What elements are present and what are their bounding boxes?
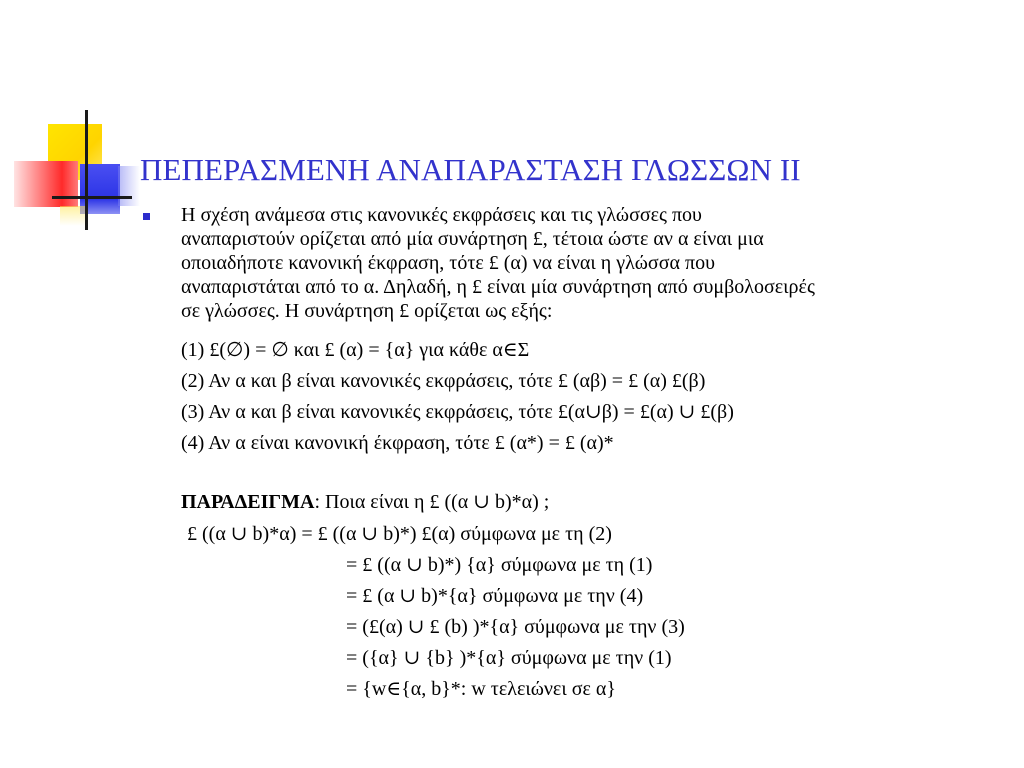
blue-fade-decoration bbox=[118, 166, 140, 206]
vertical-line-decoration bbox=[85, 110, 88, 230]
intro-line-3: οποιαδήποτε κανονική έκφραση, τότε £ (α) να είναι η γλώσσα που bbox=[181, 252, 715, 274]
slide-body bbox=[181, 203, 1011, 700]
example-step-2: = £ ((α ∪ b)*) {α} σύμφωνα με τη (1) bbox=[346, 554, 653, 576]
rule-2: (2) Αν α και β είναι κανονικές εκφράσεις, τότε £ (αβ) = £ (α) £(β) bbox=[181, 370, 706, 392]
example-step-6: = {w∈{α, b}*: w τελειώνει σε α} bbox=[346, 678, 616, 700]
example-question: : Ποια είναι η £ ((α ∪ b)*α) ; bbox=[314, 491, 550, 513]
red-square-decoration bbox=[14, 161, 78, 207]
blue-square-decoration bbox=[80, 164, 120, 214]
intro-line-1: Η σχέση ανάμεσα στις κανονικές εκφράσεις και τις γλώσσες που bbox=[181, 204, 702, 226]
example-label: ΠΑΡΑΔΕΙΓΜΑ bbox=[181, 491, 315, 513]
intro-line-5: σε γλώσσες. Η συνάρτηση £ ορίζεται ως εξής: bbox=[181, 300, 553, 322]
example-step-3: = £ (α ∪ b)*{α} σύμφωνα με την (4) bbox=[346, 585, 644, 607]
intro-line-4: αναπαριστάται από το α. Δηλαδή, η £ είναι μία συνάρτηση από συμβολοσειρές bbox=[181, 276, 815, 298]
example-step-4: = (£(α) ∪ £ (b) )*{α} σύμφωνα με την (3) bbox=[346, 616, 685, 638]
intro-line-2: αναπαριστούν ορίζεται από μία συνάρτηση £, τέτοια ώστε αν α είναι μια bbox=[181, 228, 764, 250]
example-step-5: = ({α} ∪ {b} )*{α} σύμφωνα με την (1) bbox=[346, 647, 672, 669]
rule-1: (1) £(∅) = ∅ και £ (α) = {α} για κάθε α∈Σ bbox=[181, 339, 530, 361]
bullet-icon bbox=[143, 213, 150, 220]
example-heading bbox=[181, 490, 549, 514]
rule-4: (4) Αν α είναι κανονική έκφραση, τότε £ (α*) = £ (α)* bbox=[181, 432, 614, 454]
rule-3: (3) Αν α και β είναι κανονικές εκφράσεις, τότε £(α∪β) = £(α) ∪ £(β) bbox=[181, 401, 734, 423]
horizontal-line-decoration bbox=[52, 196, 132, 199]
yellow-fade-decoration bbox=[60, 206, 88, 226]
slide-title: ΠΕΠΕΡΑΣΜΕΝΗ ΑΝΑΠΑΡΑΣΤΑΣΗ ΓΛΩΣΣΩΝ ΙΙ bbox=[140, 152, 801, 187]
yellow-square-decoration bbox=[48, 124, 102, 180]
example-step-1: £ ((α ∪ b)*α) = £ ((α ∪ b)*) £(α) σύμφωνα με τη (2) bbox=[187, 523, 612, 545]
